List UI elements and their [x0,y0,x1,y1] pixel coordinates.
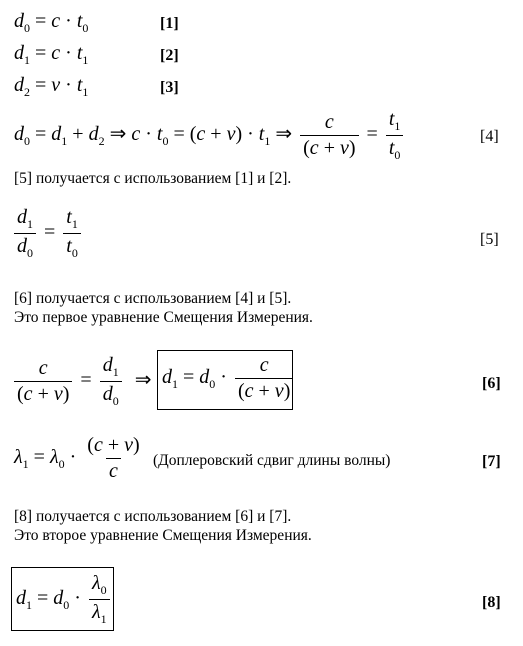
equation-3: $d_2 = v \cdot t_1$ [14,74,89,99]
equation-label-6: [6] [482,375,501,392]
note-eq8-source: [8] получается с использованием [6] и [7]. [14,508,292,525]
note-first-equation: Это первое уравнение Смещения Измерения. [14,309,313,326]
equation-label-7: [7] [482,453,501,470]
equation-label-3: [3] [160,79,179,96]
equation-5: $\frac{d_1}{d_0}$ = $\frac{t_1}{t_0}$ [14,206,84,261]
equation-6-result: $d_1 = d_0$ · $\frac{c}{(c + v)}$ [162,354,296,403]
equation-4: $d_0 = d_1 + d_2$ ⇒ $c \cdot t_0 = (c + v) \cdot t_1$ ⇒ $\frac{c}{(c + v)}$ = $\frac{t_1}{t_0}$ [14,108,406,163]
note-second-equation: Это второе уравнение Смещения Измерения. [14,527,312,544]
note-eq6-source: [6] получается с использованием [4] и [5]. [14,290,292,307]
equation-label-2: [2] [160,47,179,64]
note-eq5-source: [5] получается с использованием [1] и [2]. [14,170,292,187]
equation-7: $\lambda_1 = \lambda_0$ · $\frac{(c + v)}{c}$ [14,434,140,482]
equation-8: $d_1 = d_0$ · $\frac{\lambda_0}{\lambda_1}$ [16,572,113,627]
equation-label-1: [1] [160,15,179,32]
equation-label-4: [4] [480,128,499,145]
equation-label-5: [5] [480,231,499,248]
doppler-note: (Доплеровский сдвиг длины волны) [153,452,391,469]
equation-label-8: [8] [482,594,501,611]
equation-1: $d_0 = c \cdot t_0$ [14,10,89,35]
equation-6: $\frac{c}{(c + v)}$ = $\frac{d_1}{d_0}$ ⇒ [14,354,151,409]
equation-2: $d_1 = c \cdot t_1$ [14,42,89,67]
